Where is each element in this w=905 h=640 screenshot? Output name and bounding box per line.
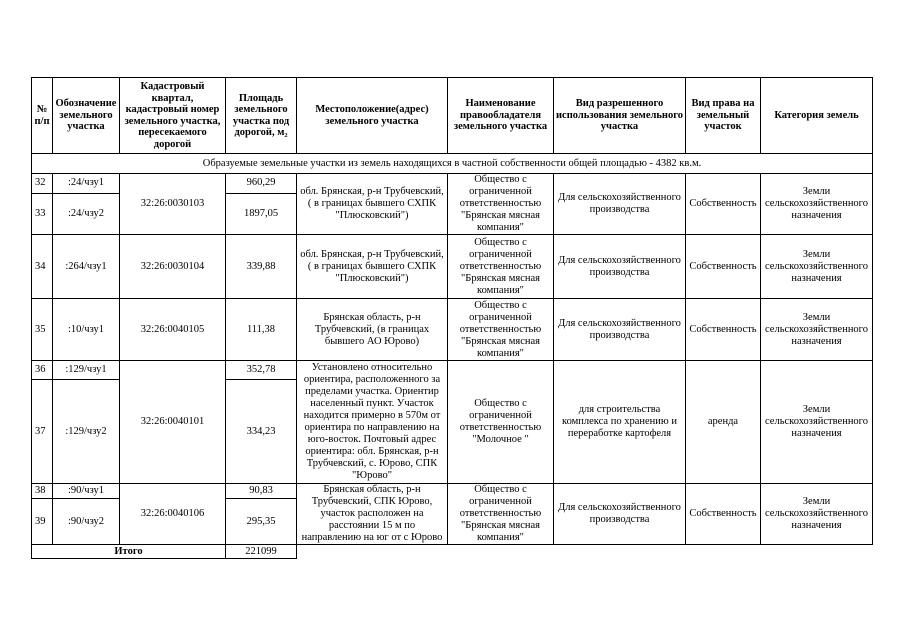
row-number: 37 (32, 380, 53, 484)
permitted-use: для строительства комплекса по хранению и переработке картофеля (554, 361, 686, 484)
land-category: Земли сельскохозяйственного назначения (761, 174, 873, 235)
permitted-use: Для сельскохозяйственного производства (554, 235, 686, 299)
right-type: Собственность (686, 174, 761, 235)
permitted-use: Для сельскохозяйственного производства (554, 484, 686, 545)
plot-designation: :10/чзу1 (53, 299, 120, 361)
plot-designation: :24/чзу2 (53, 193, 120, 234)
plot-designation: :24/чзу1 (53, 174, 120, 194)
table-row (32, 299, 873, 361)
plot-area: 1897,05 (226, 193, 297, 234)
header-right: Вид права на земельный участок (686, 78, 761, 154)
land-plots-document (31, 77, 873, 559)
rights-holder: Общество с ограниченной ответственностью "Брянская мясная компания" (448, 484, 554, 545)
total-row (32, 545, 873, 559)
plot-area: 295,35 (226, 499, 297, 545)
section-title: Образуемые земельные участки из земель находящихся в частной собственности общей площадью - 4382 кв.м. (32, 154, 873, 174)
table-row (32, 174, 873, 194)
right-type: Собственность (686, 235, 761, 299)
right-type: аренда (686, 361, 761, 484)
header-holder: Наименование правообладателя земельного участка (448, 78, 554, 154)
header-area: Площадь земельного участка под дорогой, м₂ (226, 78, 297, 154)
total-value: 221099 (226, 545, 297, 559)
rights-holder: Общество с ограниченной ответственностью "Брянская мясная компания" (448, 299, 554, 361)
plot-designation: :129/чзу1 (53, 361, 120, 380)
row-number: 33 (32, 193, 53, 234)
rights-holder: Общество с ограниченной ответственностью "Молочное " (448, 361, 554, 484)
header-category: Категория земель (761, 78, 873, 154)
right-type: Собственность (686, 299, 761, 361)
plot-area: 339,88 (226, 235, 297, 299)
cadastral-number: 32:26:0040101 (120, 361, 226, 484)
cadastral-number: 32:26:0030104 (120, 235, 226, 299)
row-number: 35 (32, 299, 53, 361)
cadastral-number: 32:26:0040105 (120, 299, 226, 361)
rights-holder: Общество с ограниченной ответственностью "Брянская мясная компания" (448, 235, 554, 299)
plot-location: обл. Брянская, р-н Трубчевский, ( в границах бывшего СХПК "Плюсковский") (297, 174, 448, 235)
table-row (32, 235, 873, 299)
plot-designation: :129/чзу2 (53, 380, 120, 484)
land-plots-table (31, 77, 873, 559)
permitted-use: Для сельскохозяйственного производства (554, 299, 686, 361)
table-row (32, 361, 873, 380)
land-category: Земли сельскохозяйственного назначения (761, 484, 873, 545)
plot-designation: :90/чзу2 (53, 499, 120, 545)
land-category: Земли сельскохозяйственного назначения (761, 361, 873, 484)
header-designation: Обозначение земельного участка (53, 78, 120, 154)
cadastral-number: 32:26:0030103 (120, 174, 226, 235)
cadastral-number: 32:26:0040106 (120, 484, 226, 545)
land-category: Земли сельскохозяйственного назначения (761, 235, 873, 299)
plot-location: Брянская область, р-н Трубчевский, СПК Юрово, участок расположен на расстоянии 15 м по направлению на юг от с Юрово (297, 484, 448, 545)
plot-area: 90,83 (226, 484, 297, 499)
plot-location: Брянская область, р-н Трубчевский, (в границах бывшего АО Юрово) (297, 299, 448, 361)
header-cadastral: Кадастровый квартал, кадастровый номер земельного участка, пересекаемого дорогой (120, 78, 226, 154)
row-number: 32 (32, 174, 53, 194)
plot-location: Установлено относительно ориентира, расположенного за пределами участка. Ориентир населенный пункт. Участок находится примерно в 570м от ориентира по направлению на юго-восток. Почтовый адрес ориентира: обл. Брянская, р-н Трубчевский, с. Юрово, СПК "Юрово" (297, 361, 448, 484)
total-empty (297, 545, 873, 559)
section-title-row (32, 154, 873, 174)
header-row (32, 78, 873, 154)
land-category: Земли сельскохозяйственного назначения (761, 299, 873, 361)
total-label: Итого (32, 545, 226, 559)
header-num: № п/п (32, 78, 53, 154)
plot-area: 334,23 (226, 380, 297, 484)
header-usage: Вид разрешенного использования земельного участка (554, 78, 686, 154)
permitted-use: Для сельскохозяйственного производства (554, 174, 686, 235)
row-number: 34 (32, 235, 53, 299)
rights-holder: Общество с ограниченной ответственностью "Брянская мясная компания" (448, 174, 554, 235)
plot-designation: :90/чзу1 (53, 484, 120, 499)
row-number: 38 (32, 484, 53, 499)
table-row (32, 484, 873, 499)
plot-area: 352,78 (226, 361, 297, 380)
plot-area: 111,38 (226, 299, 297, 361)
row-number: 39 (32, 499, 53, 545)
row-number: 36 (32, 361, 53, 380)
right-type: Собственность (686, 484, 761, 545)
plot-designation: :264/чзу1 (53, 235, 120, 299)
plot-location: обл. Брянская, р-н Трубчевский, ( в границах бывшего СХПК "Плюсковский") (297, 235, 448, 299)
plot-area: 960,29 (226, 174, 297, 194)
header-location: Местоположение(адрес) земельного участка (297, 78, 448, 154)
